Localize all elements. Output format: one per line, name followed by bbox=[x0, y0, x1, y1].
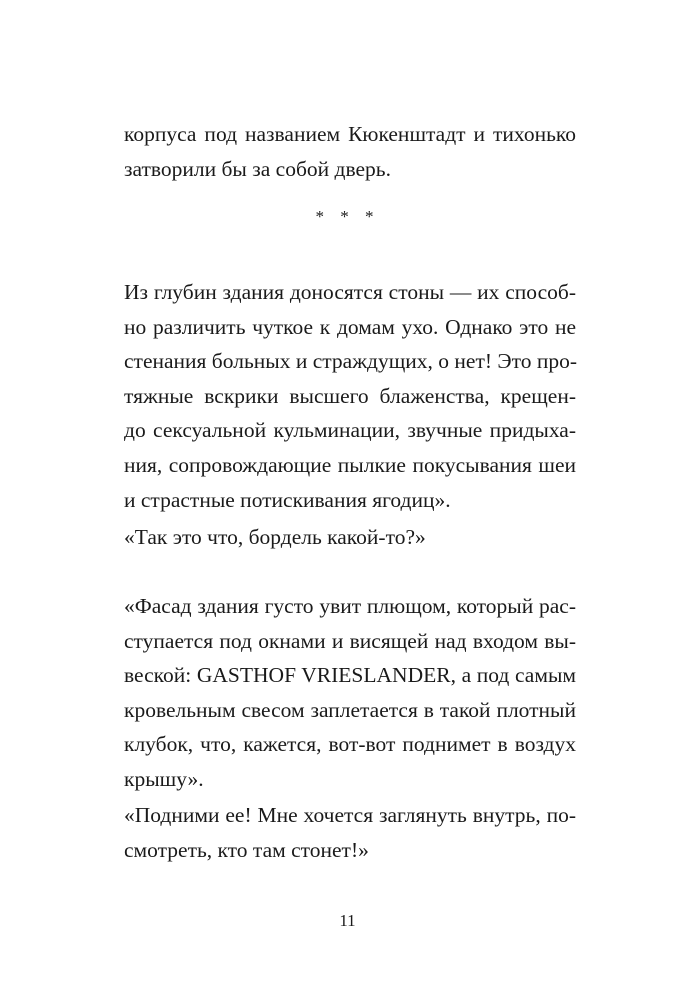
text-line: Из глубин здания доносятся стоны — их способ- bbox=[124, 280, 576, 304]
text-line: но различить чуткое к домам ухо. Однако это не bbox=[124, 314, 576, 339]
text-line: и страстные потискивания ягодиц». bbox=[124, 487, 451, 512]
text-line: ступается под окнами и висящей над входом вы- bbox=[124, 628, 576, 653]
text-line: смотреть, кто там стонет!» bbox=[124, 837, 369, 862]
text-line: «Фасад здания густо увит плющом, который рас- bbox=[124, 594, 576, 618]
text-line: веской: GASTHOF VRIESLANDER, а под самым bbox=[124, 663, 576, 688]
text-line: стенания больных и страждущих, о нет! Это про- bbox=[124, 349, 578, 374]
paragraph-4 bbox=[124, 589, 576, 797]
text-line: кровельным свесом заплетается в такой плотный bbox=[124, 697, 576, 722]
text-line: корпуса под названием Кюкенштадт и тихонько bbox=[124, 122, 576, 146]
text-line: затворили бы за собой дверь. bbox=[124, 156, 391, 181]
paragraph-1 bbox=[124, 117, 576, 186]
scene-separator: * * * bbox=[315, 207, 380, 226]
paragraph-3 bbox=[124, 520, 576, 555]
text-line: до сексуальной кульминации, звучные придыха- bbox=[124, 418, 576, 443]
text-line: «Подними ее! Мне хочется заглянуть внутрь, по- bbox=[124, 803, 576, 827]
paragraph-5 bbox=[124, 798, 576, 867]
text-line: клубок, что, кажется, вот-вот поднимет в воздух bbox=[124, 732, 576, 757]
text-line: тяжные вскрики высшего блаженства, крещен- bbox=[124, 383, 576, 408]
text-line: крышу». bbox=[124, 766, 204, 791]
paragraph-2 bbox=[124, 275, 576, 517]
text-line: ния, сопровождающие пылкие покусывания шеи bbox=[124, 452, 576, 477]
page-number: 11 bbox=[339, 911, 356, 930]
text-line: «Так это что, бордель какой-то?» bbox=[124, 525, 426, 549]
